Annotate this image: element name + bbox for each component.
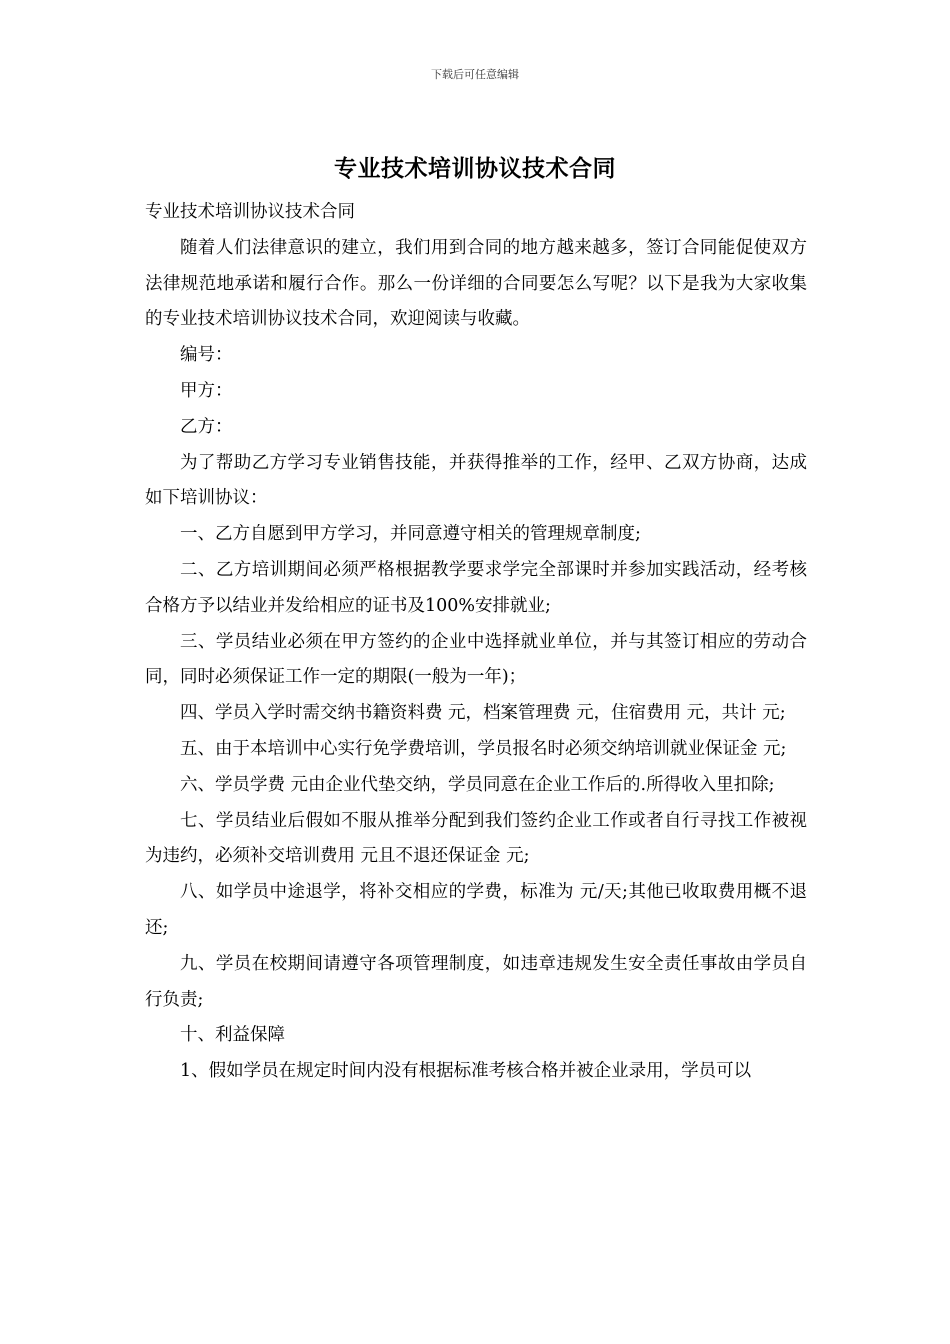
- clause-3: 三、学员结业必须在甲方签约的企业中选择就业单位，并与其签订相应的劳动合同，同时必须保证工作一定的期限(一般为一年)；: [145, 631, 807, 688]
- clause-2: 二、乙方培训期间必须严格根据教学要求学完全部课时并参加实践活动，经考核合格方予以结业并发给相应的证书及100%安排就业;: [145, 559, 807, 616]
- clause-6: 六、学员学费 元由企业代垫交纳，学员同意在企业工作后的.所得收入里扣除;: [180, 774, 775, 795]
- contract-number-line: 编号：: [180, 345, 233, 366]
- document-body: [145, 195, 807, 1090]
- clause-9: 九、学员在校期间请遵守各项管理制度，如违章违规发生安全责任事故由学员自行负责;: [145, 953, 807, 1010]
- clause-4: 四、学员入学时需交纳书籍资料费 元，档案管理费 元，住宿费用 元，共计 元;: [180, 703, 786, 724]
- document-title: 专业技术培训协议技术合同: [334, 155, 616, 182]
- subtitle-paragraph: 专业技术培训协议技术合同: [145, 202, 355, 222]
- party-b-line: 乙方：: [180, 416, 233, 437]
- header-note: 下载后可任意编辑: [431, 68, 519, 81]
- clause-10-heading: 十、利益保障: [180, 1025, 285, 1046]
- intro-paragraph: 随着人们法律意识的建立，我们用到合同的地方越来越多，签订合同能促使双方法律规范地承诺和履行合作。那么一份详细的合同要怎么写呢？以下是我为大家收集的专业技术培训协议技术合同，欢迎阅读与收藏。: [145, 237, 807, 330]
- clause-5: 五、由于本培训中心实行免学费培训，学员报名时必须交纳培训就业保证金 元;: [180, 738, 787, 759]
- party-a-line: 甲方：: [180, 380, 233, 401]
- clause-10-item-1: 1、假如学员在规定时间内没有根据标准考核合格并被企业录用，学员可以: [180, 1061, 752, 1082]
- clause-7: 七、学员结业后假如不服从推举分配到我们签约企业工作或者自行寻找工作被视为违约，必须补交培训费用 元且不退还保证金 元;: [145, 810, 807, 867]
- preamble-paragraph: 为了帮助乙方学习专业销售技能，并获得推举的工作，经甲、乙双方协商，达成如下培训协议：: [145, 452, 807, 509]
- clause-8: 八、如学员中途退学，将补交相应的学费，标准为 元/天;其他已收取费用概不退还;: [145, 882, 807, 938]
- clause-1: 一、乙方自愿到甲方学习，并同意遵守相关的管理规章制度;: [180, 524, 641, 545]
